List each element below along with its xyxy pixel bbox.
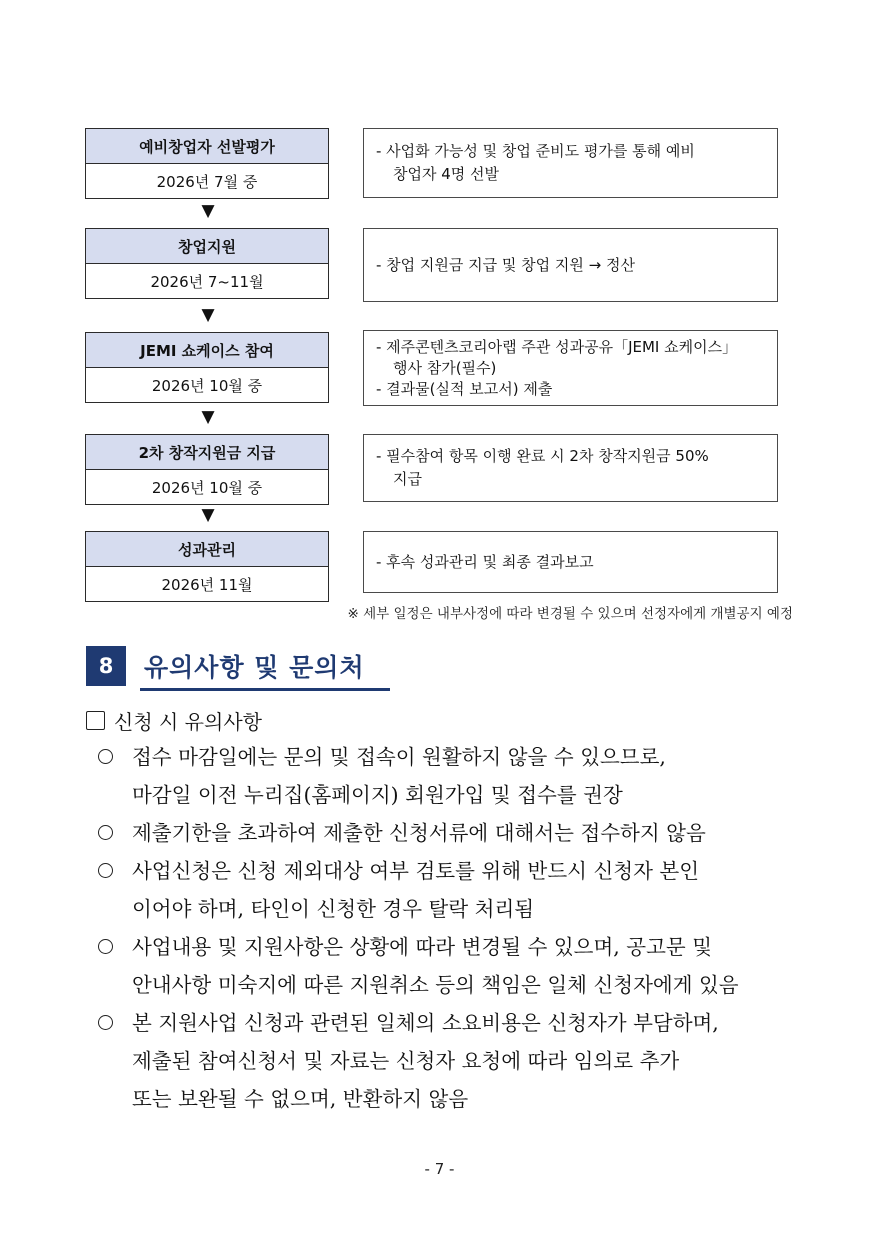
list-item-line: 마감일 이전 누리집(홈페이지) 회원가입 및 접수를 권장 [132,783,623,807]
list-item-line: 접수 마감일에는 문의 및 접속이 원활하지 않을 수 있으므로, [132,745,666,769]
desc-line: - 제주콘텐츠코리아랩 주관 성과공유「JEMI 쇼케이스」 [376,337,738,356]
down-arrow-icon: ▼ [201,407,215,427]
list-item-line: 안내사항 미숙지에 따른 지원취소 등의 책임은 일체 신청자에게 있음 [132,973,739,997]
list-item [96,1004,796,1118]
circle-bullet-icon [98,939,113,954]
list-item-line: 이어야 하며, 타인이 신청한 경우 탈락 처리됨 [132,897,535,921]
section-underline [140,688,390,691]
down-arrow-icon: ▼ [201,505,215,525]
list-item [96,928,796,1004]
list-item-line: 제출된 참여신청서 및 자료는 신청자 요청에 따라 임의로 추가 [132,1049,680,1073]
circle-bullet-icon [98,863,113,878]
step-box-5 [85,531,329,602]
step-desc-1 [363,128,778,198]
step-box-3 [85,332,329,403]
list-item [96,738,796,814]
list-item-line: 제출기한을 초과하여 제출한 신청서류에 대해서는 접수하지 않음 [132,821,706,845]
step-box-2 [85,228,329,299]
page-number: - 7 - [424,1160,455,1178]
step-desc-5 [363,531,778,593]
desc-line: - 후속 성과관리 및 최종 결과보고 [376,552,594,571]
down-arrow-icon: ▼ [201,201,215,221]
list-item [96,814,796,852]
step-title: 성과관리 [86,532,328,567]
list-item-line: 본 지원사업 신청과 관련된 일체의 소요비용은 신청자가 부담하며, [132,1011,719,1035]
section-title: 유의사항 및 문의처 [144,653,365,682]
desc-line: 창업자 4명 선발 [393,165,500,183]
desc-line: - 사업화 가능성 및 창업 준비도 평가를 통해 예비 [376,142,695,160]
notice-heading [86,706,262,735]
section-header [86,646,396,690]
down-arrow-icon: ▼ [201,305,215,325]
desc-line: - 창업 지원금 지급 및 창업 지원 → 정산 [376,255,635,274]
section-number: 8 [86,646,126,686]
step-box-4 [85,434,329,505]
circle-bullet-icon [98,749,113,764]
circle-bullet-icon [98,825,113,840]
desc-line: 지급 [393,470,422,488]
step-date: 2026년 10월 중 [151,478,263,497]
step-date: 2026년 7월 중 [156,172,258,191]
list-item [96,852,796,928]
step-title: 예비창업자 선발평가 [86,129,328,164]
notice-heading-text: 신청 시 유의사항 [114,710,262,734]
step-desc-2 [363,228,778,302]
circle-bullet-icon [98,1015,113,1030]
step-desc-4 [363,434,778,502]
notice-list [96,738,796,1118]
step-desc-3 [363,330,778,406]
desc-line: - 필수참여 항목 이행 완료 시 2차 창작지원금 50% [376,447,709,465]
desc-line: 행사 참가(필수) [393,358,497,377]
step-title: 창업지원 [86,229,328,264]
step-date: 2026년 7~11월 [150,272,264,291]
step-box-1 [85,128,329,199]
list-item-line: 사업내용 및 지원사항은 상황에 따라 변경될 수 있으며, 공고문 및 [132,935,713,959]
desc-line: - 결과물(실적 보고서) 제출 [376,379,553,398]
schedule-note: ※ 세부 일정은 내부사정에 따라 변경될 수 있으며 선정자에게 개별공지 예정 [347,606,793,622]
checkbox-square-icon [86,711,105,730]
list-item-line: 사업신청은 신청 제외대상 여부 검토를 위해 반드시 신청자 본인 [132,859,700,883]
step-date: 2026년 11월 [161,575,253,594]
step-date: 2026년 10월 중 [151,376,263,395]
list-item-line: 또는 보완될 수 없으며, 반환하지 않음 [132,1087,469,1111]
step-title: 2차 창작지원금 지급 [86,435,328,470]
step-title: JEMI 쇼케이스 참여 [86,333,328,368]
